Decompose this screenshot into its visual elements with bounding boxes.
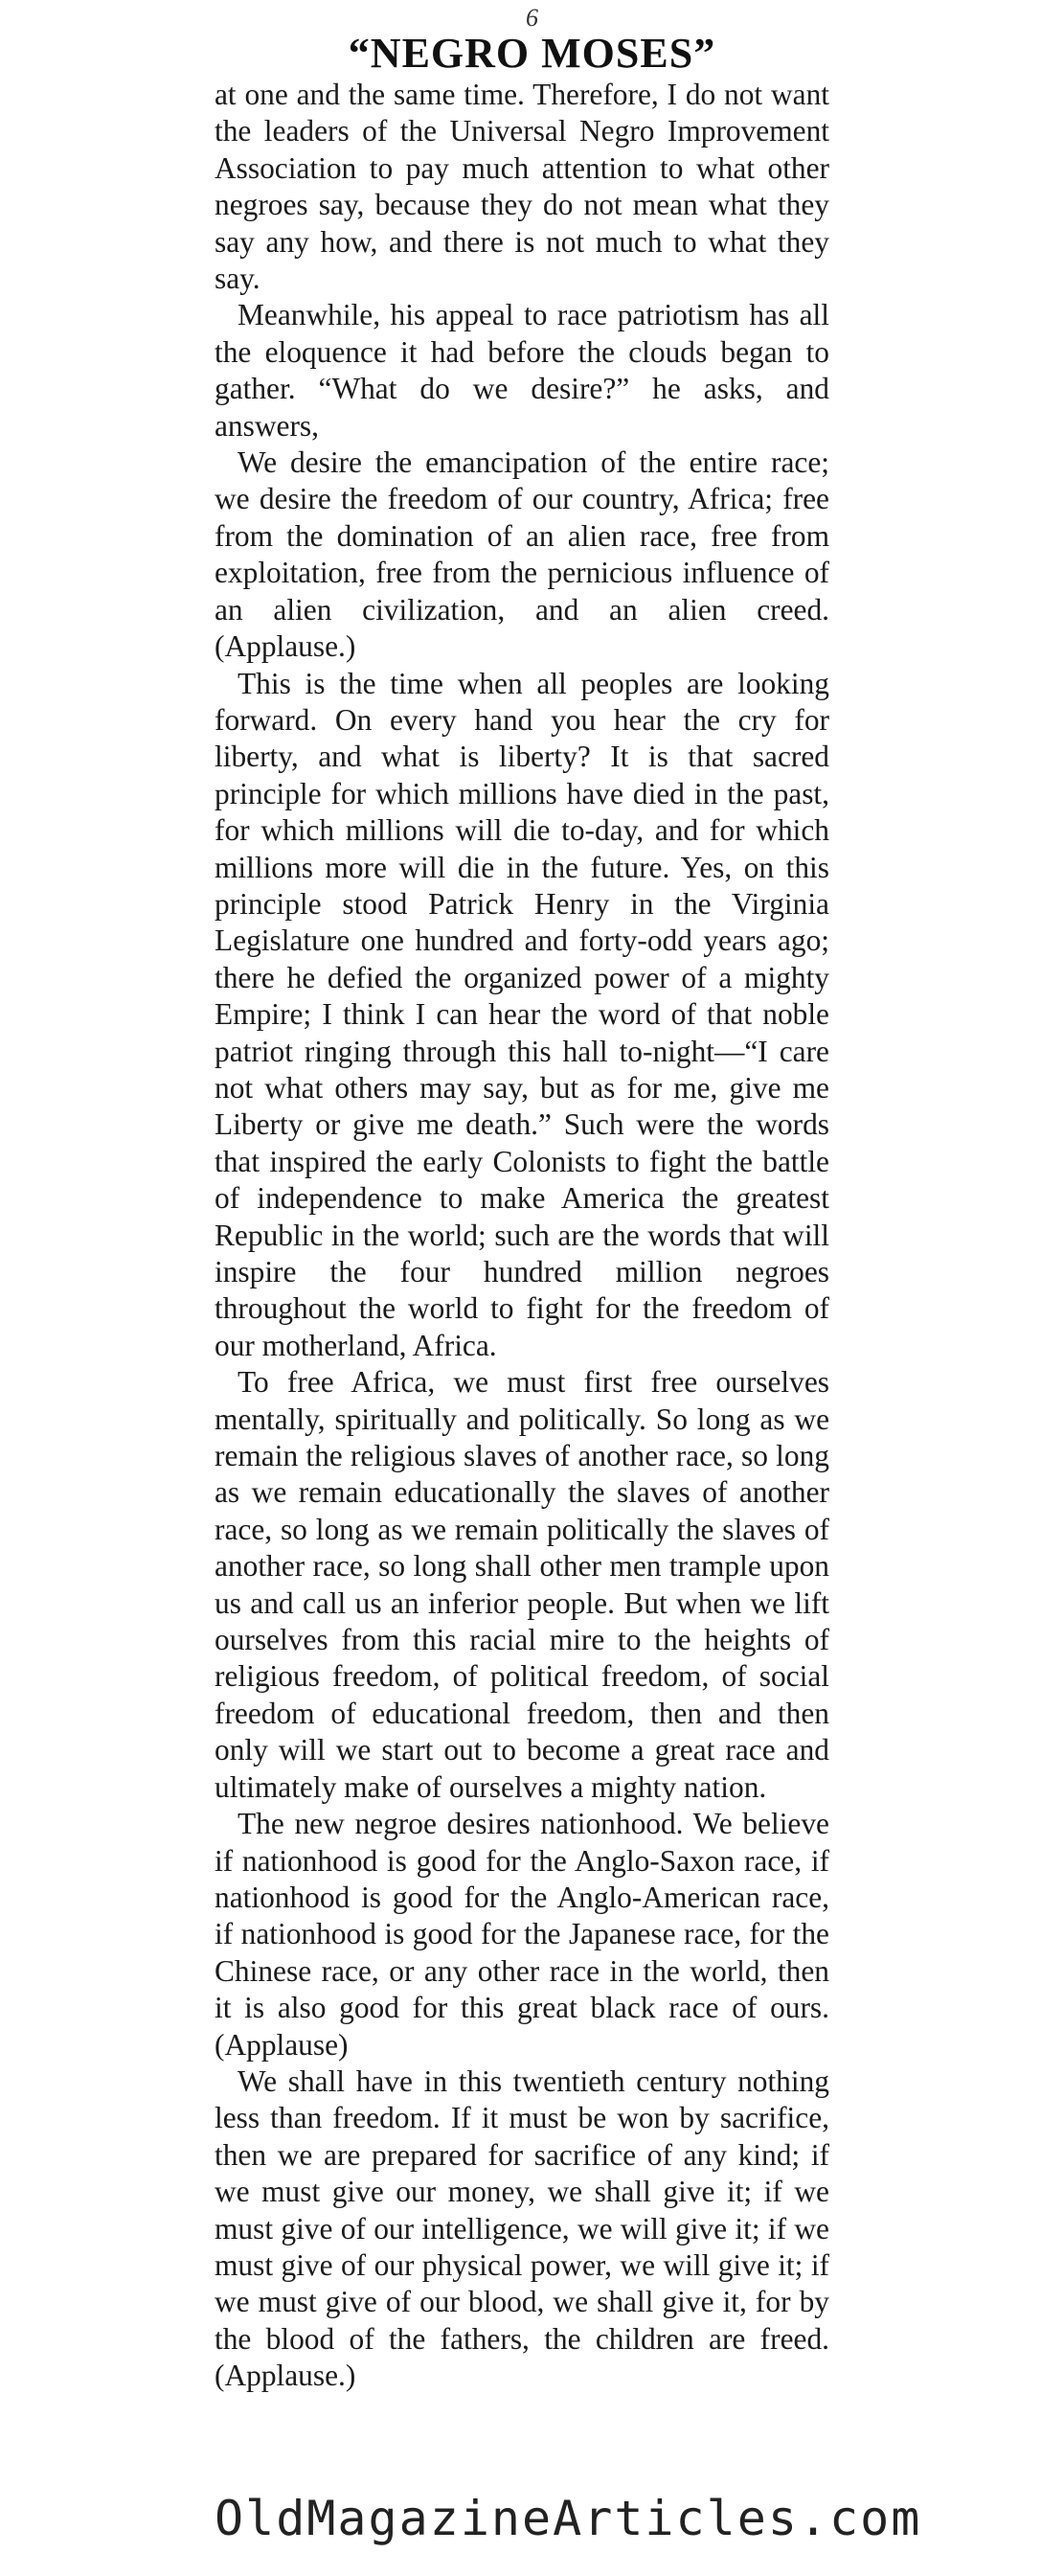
quoted-paragraph: This is the time when all peoples are looking forward. On every hand you hear the cry for liberty, and what is liberty? It is that sacred principle for which millions have died in the past, for which millions will die to-day, and for which millions more will die in the future. Yes, on this principle stood Patrick Henry in the Virginia Legislature one hundred and forty-odd years ago; there he defied the organized power of a mighty Empire; I think I can hear the word of that noble patriot ringing through this hall to-night—“I care not what others may say, but as for me, give me Liberty or give me death.” Such were the words that inspired the early Colonists to fight the battle of independence to make America the greatest Republic in the world; such are the words that will inspire the four hundred million negroes throughout the world to fight for the freedom of our motherland, Africa. xyxy=(215,666,829,1362)
site-watermark: OldMagazineArticles.com xyxy=(215,2491,922,2546)
quoted-paragraph: To free Africa, we must first free ourselves mentally, spiritually and politically. So long as we remain the religious slaves of another race, so long as we remain educationally the slaves of another race, so long as we remain politically the slaves of another race, so long shall other men trample upon us and call us an inferior people. But when we lift ourselves from this racial mire to the heights of religious freedom, of political freedom, of social freedom of educational freedom, then and then only will we start out to become a great race and ultimately make of ourselves a mighty nation. xyxy=(215,1365,829,1804)
quoted-paragraph: We shall have in this twentieth century nothing less than freedom. If it must be won by sacrifice, then we are prepared for sacrifice of any kind; if we must give our money, we shall give it; if we must give of our intelligence, we will give it; if we must give of our physical power, we will give it; if we must give of our blood, we shall give it, for by the blood of the fathers, the children are freed. (Applause.) xyxy=(215,2063,829,2393)
quoted-paragraph: We desire the emancipation of the entire race; we desire the freedom of our country, Africa; free from the domination of an alien race, free from exploitation, free from the pernicious influence of an alien civilization, and an alien creed. (Applause.) xyxy=(215,445,829,664)
paragraph-continued: at one and the same time. Therefore, I do not want the leaders of the Universal Negro Improvement Association to pay much attention to what other negroes say, because they do not mean what they say any how, and there is not much to what they say. xyxy=(215,78,829,296)
running-head: “NEGRO MOSES” xyxy=(348,30,716,77)
article-column xyxy=(215,77,829,2395)
paragraph: Meanwhile, his appeal to race patriotism has all the eloquence it had before the clouds began to gather. “What do we desire?” he asks, and answers, xyxy=(215,298,829,443)
quoted-paragraph: The new negroe desires nationhood. We believe if nationhood is good for the Anglo-Saxon race, if nationhood is good for the Anglo-American race, if nationhood is good for the Japanese race, for the Chinese race, or any other race in the world, then it is also good for this great black race of ours. (Applause) xyxy=(215,1807,829,2062)
page-number: 6 xyxy=(526,4,538,32)
